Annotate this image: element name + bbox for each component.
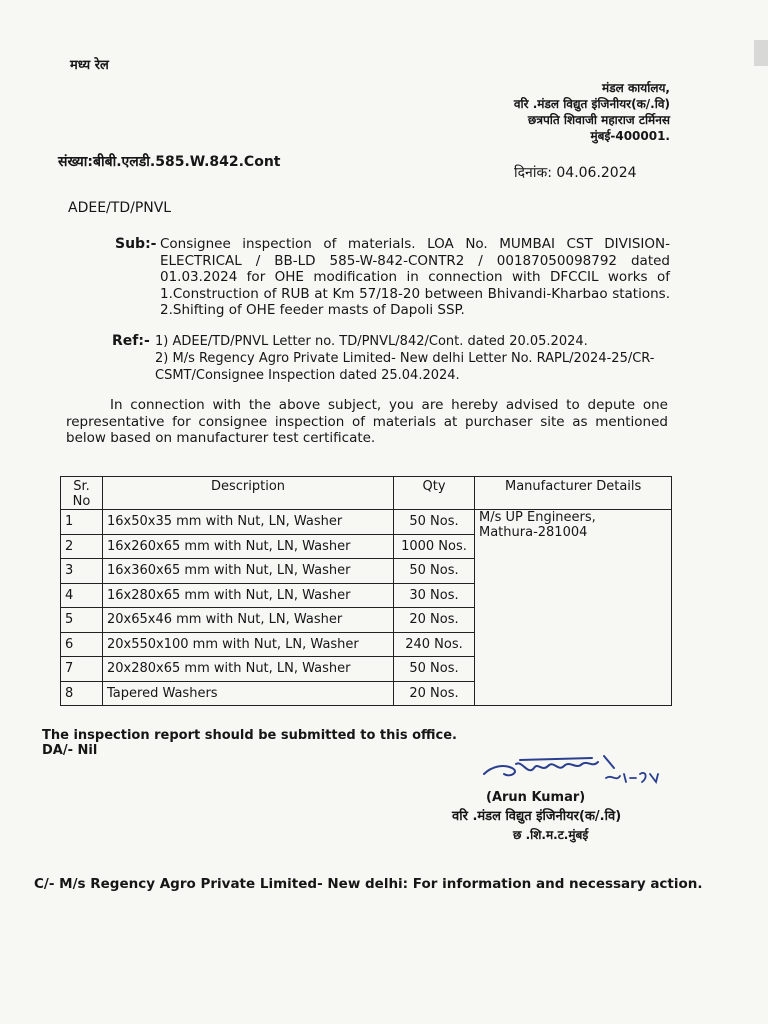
header-manufacturer: Manufacturer Details — [475, 477, 672, 510]
da-note: DA/- Nil — [42, 743, 98, 758]
row-qty: 1000 Nos. — [394, 534, 475, 559]
signatory-designation: वरि .मंडल विद्युत इंजिनीयर(क/.वि) — [452, 809, 622, 824]
office-address — [514, 80, 670, 144]
row-qty: 20 Nos. — [394, 681, 475, 706]
row-description: 20x550x100 mm with Nut, LN, Washer — [103, 632, 394, 657]
row-description: Tapered Washers — [103, 681, 394, 706]
materials-table — [60, 476, 672, 706]
table-header-row — [61, 477, 672, 510]
page-edge-mark — [754, 40, 768, 66]
row-sr: 1 — [61, 510, 103, 535]
header-description: Description — [103, 477, 394, 510]
subject-label: Sub:- — [115, 236, 157, 252]
signatory-name: (Arun Kumar) — [486, 790, 586, 805]
body-paragraph: In connection with the above subject, you are hereby advised to depute one representative for consignee inspection of materials at purchaser site as mentioned below based on manufacturer test certificate. — [66, 397, 668, 446]
railway-name: मध्य रेल — [70, 58, 109, 73]
row-sr: 8 — [61, 681, 103, 706]
row-sr: 4 — [61, 583, 103, 608]
row-description: 20x280x65 mm with Nut, LN, Washer — [103, 657, 394, 682]
row-sr: 7 — [61, 657, 103, 682]
row-sr: 6 — [61, 632, 103, 657]
row-description: 20x65x46 mm with Nut, LN, Washer — [103, 608, 394, 633]
row-sr: 2 — [61, 534, 103, 559]
office-line: छत्रपति शिवाजी महाराज टर्मिनस — [527, 113, 670, 127]
office-line: वरि .मंडल विद्युत इंजिनीयर(क/.वि) — [513, 97, 670, 111]
table-row — [61, 510, 672, 535]
subject-text: Consignee inspection of materials. LOA No. MUMBAI CST DIVISION-ELECTRICAL / BB-LD 585-W-842-CONTR2 / 00187050098792 dated 01.03.2024 for OHE modification in connection with DFCCIL works of 1.Construction of RUB at Km 57/18-20 between Bhivandi-Kharbao stations. 2.Shifting of OHE feeder masts of Dapoli SSP. — [160, 236, 670, 318]
reference-number: संख्या:बीबी.एलडी.585.W.842.Cont — [58, 154, 281, 170]
manufacturer-name: M/s UP Engineers, — [479, 510, 596, 525]
office-line: मुंबई-400001. — [590, 129, 670, 143]
row-qty: 20 Nos. — [394, 608, 475, 633]
copy-to-note: C/- M/s Regency Agro Private Limited- New delhi: For information and necessary action. — [34, 876, 703, 892]
addressee: ADEE/TD/PNVL — [68, 200, 172, 216]
references-label: Ref:- — [112, 333, 150, 349]
row-description: 16x260x65 mm with Nut, LN, Washer — [103, 534, 394, 559]
reference-line-3: CSMT/Consignee Inspection dated 25.04.2024. — [155, 368, 460, 383]
row-description: 16x360x65 mm with Nut, LN, Washer — [103, 559, 394, 584]
header-sr-no: Sr. No — [61, 477, 103, 510]
row-qty: 240 Nos. — [394, 632, 475, 657]
inspection-note: The inspection report should be submitted to this office. — [42, 728, 457, 743]
row-description: 16x280x65 mm with Nut, LN, Washer — [103, 583, 394, 608]
signatory-place: छ .शि.म.ट.मुंबई — [513, 828, 589, 842]
row-qty: 50 Nos. — [394, 657, 475, 682]
reference-line-1: 1) ADEE/TD/PNVL Letter no. TD/PNVL/842/Cont. dated 20.05.2024. — [155, 334, 588, 349]
handwritten-signature — [480, 748, 680, 794]
row-sr: 5 — [61, 608, 103, 633]
row-sr: 3 — [61, 559, 103, 584]
row-description: 16x50x35 mm with Nut, LN, Washer — [103, 510, 394, 535]
manufacturer-details — [475, 510, 672, 706]
row-qty: 30 Nos. — [394, 583, 475, 608]
reference-line-2: 2) M/s Regency Agro Private Limited- New delhi Letter No. RAPL/2024-25/CR- — [155, 351, 655, 366]
office-line: मंडल कार्यालय, — [602, 81, 670, 95]
row-qty: 50 Nos. — [394, 510, 475, 535]
manufacturer-address: Mathura-281004 — [479, 525, 588, 540]
row-qty: 50 Nos. — [394, 559, 475, 584]
header-qty: Qty — [394, 477, 475, 510]
letter-date: दिनांक: 04.06.2024 — [514, 165, 637, 181]
references-block — [155, 333, 655, 384]
